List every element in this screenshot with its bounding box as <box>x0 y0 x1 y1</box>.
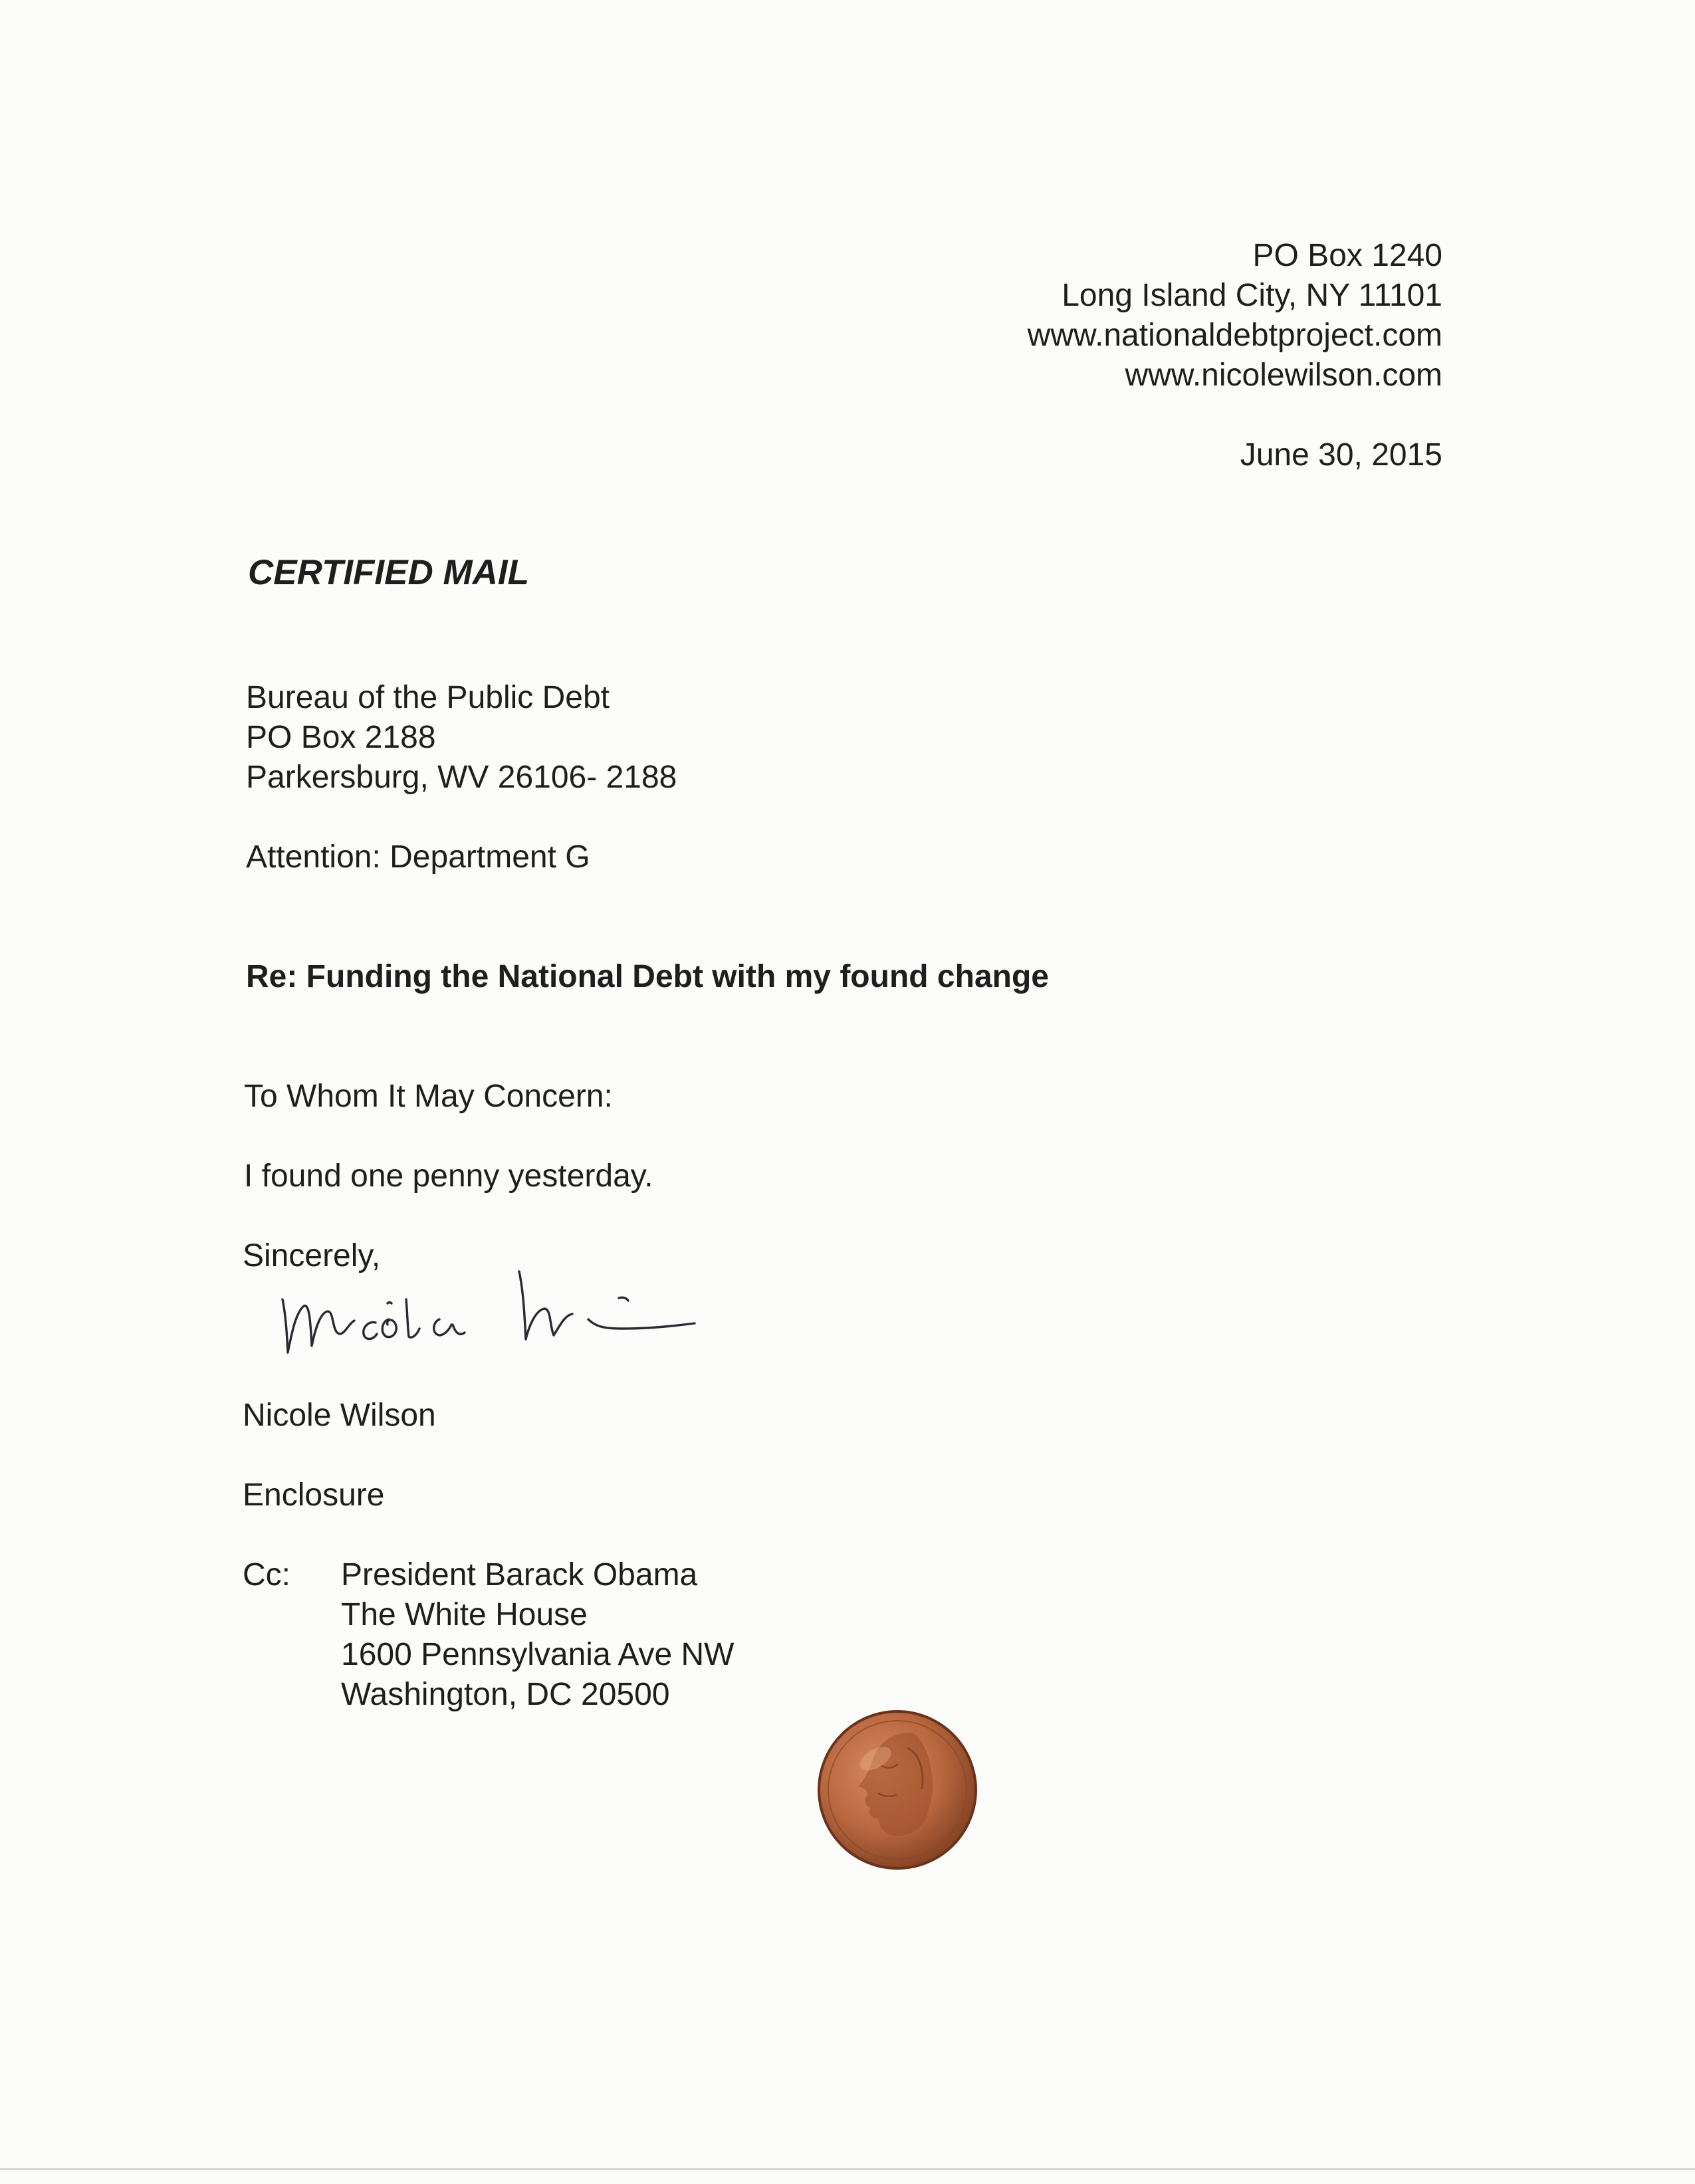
attention-line: Attention: Department G <box>246 839 590 875</box>
cc-line: President Barack Obama <box>341 1557 698 1592</box>
cc-line: The White House <box>341 1597 588 1632</box>
closing: Sincerely, <box>243 1238 381 1273</box>
cc-line: 1600 Pennsylvania Ave NW <box>341 1637 734 1672</box>
letter-date: June 30, 2015 <box>1240 437 1442 473</box>
cc-label: Cc: <box>243 1557 290 1592</box>
recipient-line: Parkersburg, WV 26106- 2188 <box>246 760 677 795</box>
subject-line: Re: Funding the National Debt with my found change <box>246 959 1049 994</box>
penny-icon <box>814 1707 980 1873</box>
sender-line: PO Box 1240 <box>1252 238 1442 273</box>
sender-line: Long Island City, NY 11101 <box>1062 278 1442 313</box>
sender-website: www.nicolewilson.com <box>1125 358 1442 393</box>
body-text: I found one penny yesterday. <box>244 1158 653 1194</box>
scan-edge-bottom <box>0 2168 1695 2170</box>
salutation: To Whom It May Concern: <box>244 1079 613 1114</box>
sender-website: www.nationaldebtproject.com <box>1027 318 1442 353</box>
cc-line: Washington, DC 20500 <box>341 1677 670 1712</box>
enclosure-note: Enclosure <box>243 1477 385 1513</box>
signer-name: Nicole Wilson <box>243 1398 436 1433</box>
recipient-line: PO Box 2188 <box>246 720 436 755</box>
recipient-line: Bureau of the Public Debt <box>246 680 610 715</box>
certified-mail-note: CERTIFIED MAIL <box>248 553 530 592</box>
handwritten-signature <box>276 1259 701 1372</box>
